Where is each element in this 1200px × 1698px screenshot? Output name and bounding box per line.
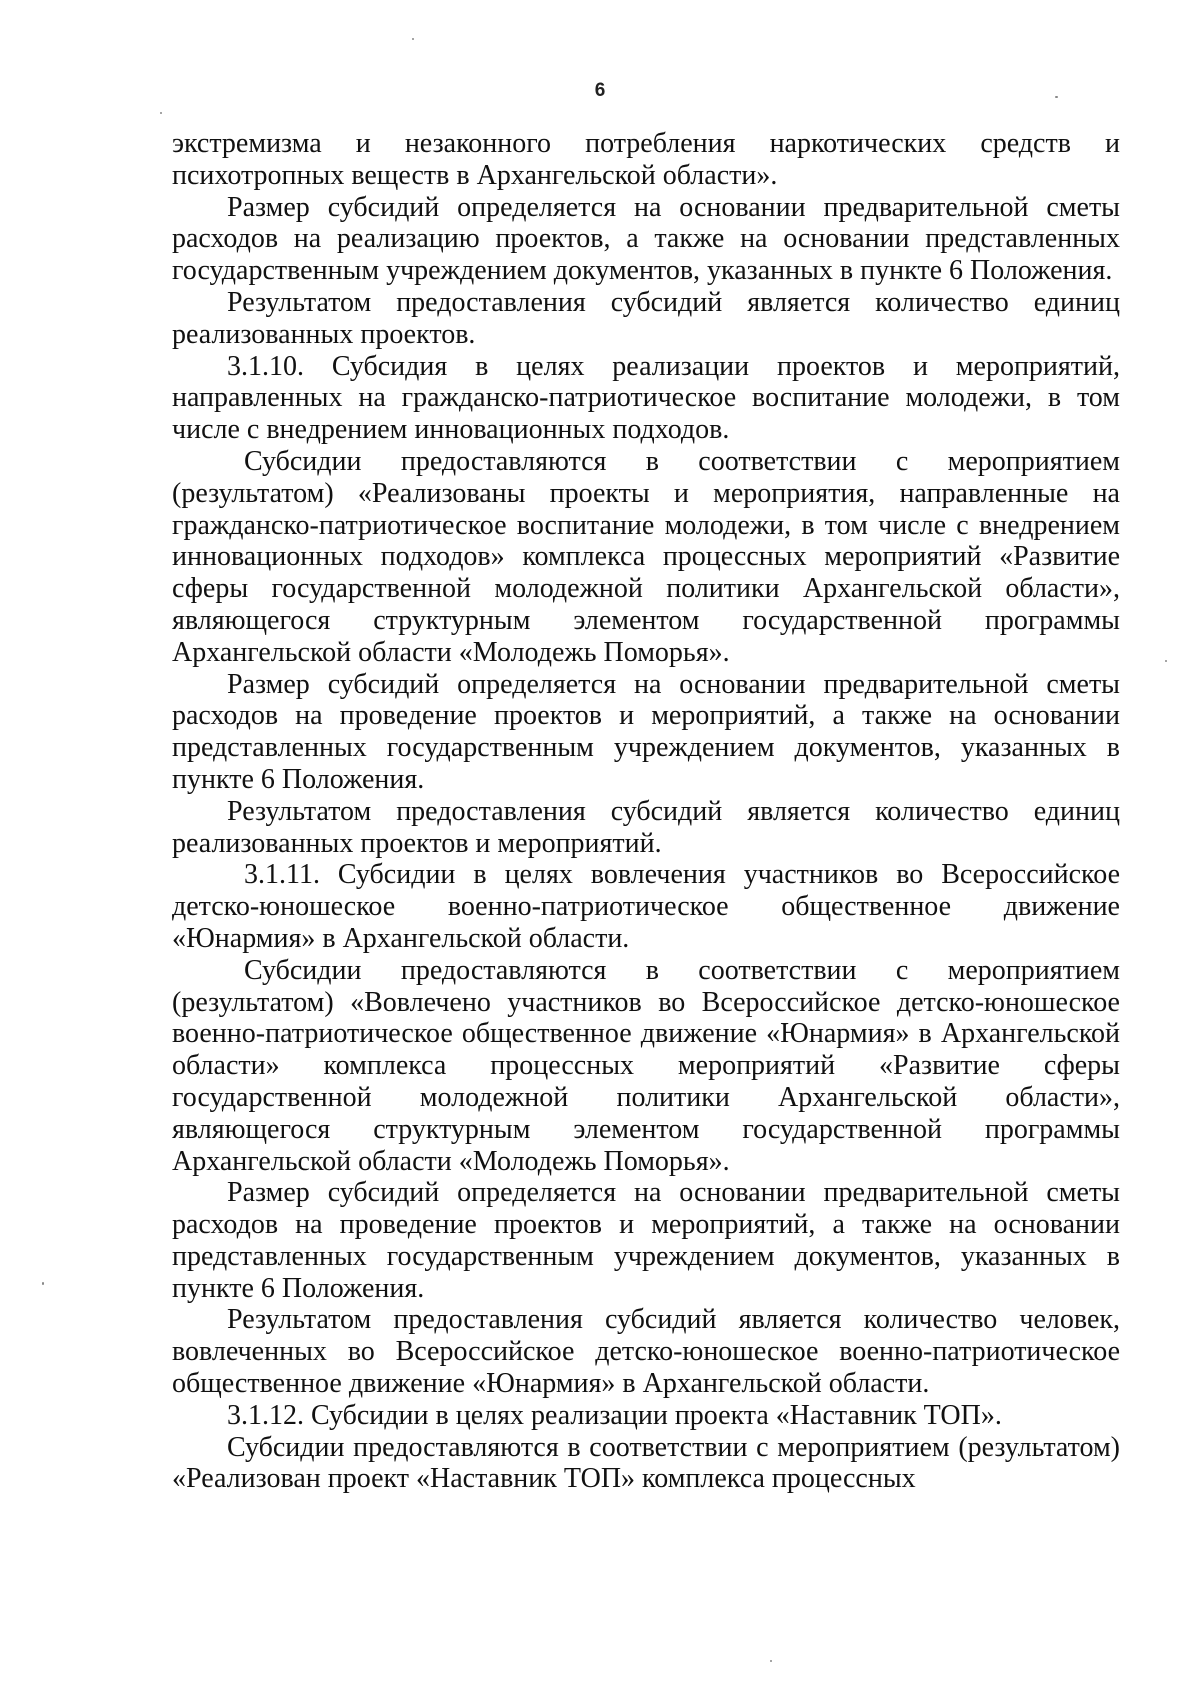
section-heading-3-1-11: 3.1.11. Субсидии в целях вовлечения участников во Всероссийское детско-юношеское военно-патриотическое общественное движение «Юнармия» в Архангельской области.: [172, 859, 1120, 954]
scan-speck: [1165, 660, 1167, 662]
paragraph-subsidy-provision: Субсидии предоставляются в соответствии с мероприятием (результатом) «Вовлечено участников во Всероссийское детско-юношеское военно-патриотическое общественное движение «Юнармия» в Архангельской области» комплекса процессных мероприятий «Развитие сферы государственной молодежной политики Архангельской области», являющегося структурным элементом государственной программы Архангельской области «Молодежь Поморья».: [172, 954, 1120, 1177]
paragraph-result-rule: Результатом предоставления субсидий является количество единиц реализованных проектов и мероприятий.: [172, 795, 1120, 859]
document-body: [172, 128, 1120, 1495]
paragraph-size-rule: Размер субсидий определяется на основании предварительной сметы расходов на проведение проектов и мероприятий, а также на основании представленных государственным учреждением документов, указанных в пункте 6 Положения.: [172, 1177, 1120, 1304]
section-heading-3-1-10: 3.1.10. Субсидия в целях реализации проектов и мероприятий, направленных на гражданско-патриотическое воспитание молодежи, в том числе с внедрением инновационных подходов.: [172, 350, 1120, 446]
scan-speck: [42, 1282, 44, 1285]
section-heading-3-1-12: 3.1.12. Субсидии в целях реализации проекта «Наставник ТОП».: [227, 1399, 1002, 1431]
page-number: 6: [594, 80, 606, 101]
paragraph-subsidy-provision: Субсидии предоставляются в соответствии с мероприятием (результатом) «Реализован проект «Наставник ТОП» комплекса процессных: [172, 1431, 1120, 1495]
scan-speck: [770, 1660, 772, 1662]
scan-speck: [160, 112, 162, 114]
paragraph-subsidy-provision: Субсидии предоставляются в соответствии с мероприятием (результатом) «Реализованы проекты и мероприятия, направленные на гражданско-патриотическое воспитание молодежи, в том числе с внедрением инновационных подходов» комплекса процессных мероприятий «Развитие сферы государственной молодежной политики Архангельской области», являющегося структурным элементом государственной программы Архангельской области «Молодежь Поморья».: [172, 445, 1120, 668]
paragraph-result-rule: Результатом предоставления субсидий является количество единиц реализованных проектов.: [172, 286, 1120, 350]
scan-speck: [1055, 96, 1058, 98]
paragraph-size-rule: Размер субсидий определяется на основании предварительной сметы расходов на реализацию проектов, а также на основании представленных государственным учреждением документов, указанных в пункте 6 Положения.: [172, 191, 1120, 287]
paragraph-result-rule: Результатом предоставления субсидий является количество человек, вовлеченных во Всероссийское детско-юношеское военно-патриотическое общественное движение «Юнармия» в Архангельской области.: [172, 1304, 1120, 1400]
paragraph-continuation: экстремизма и незаконного потребления наркотических средств и психотропных веществ в Архангельской области».: [172, 128, 1120, 191]
paragraph-size-rule: Размер субсидий определяется на основании предварительной сметы расходов на проведение проектов и мероприятий, а также на основании представленных государственным учреждением документов, указанных в пункте 6 Положения.: [172, 668, 1120, 795]
scan-speck: [412, 38, 414, 40]
